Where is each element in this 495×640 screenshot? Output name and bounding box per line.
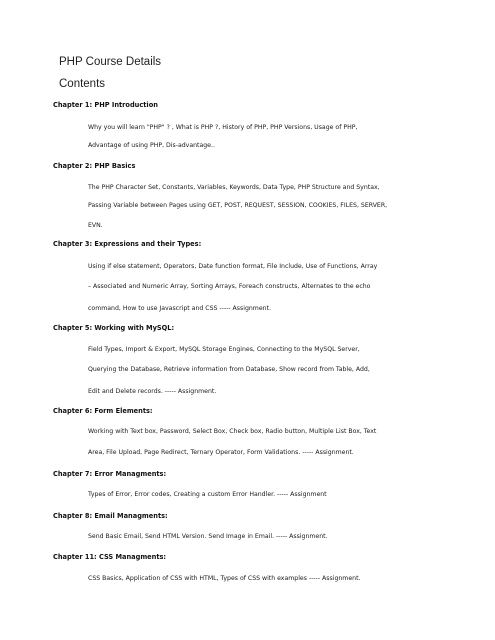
document-title: PHP Course Details xyxy=(59,56,162,68)
chapter-text-line: Using if else statement, Operators, Date function format, File Include, Use of Functions, Array xyxy=(88,263,378,270)
chapter-heading: Chapter 3: Expressions and their Types: xyxy=(53,240,202,248)
chapter-heading: Chapter 5: Working with MySQL: xyxy=(53,324,175,332)
chapter-text-line: Why you will learn "PHP" ? , What is PHP ?, History of PHP, PHP Versions, Usage of PHP, xyxy=(88,124,358,131)
chapter-heading: Chapter 7: Error Managments: xyxy=(53,470,167,478)
chapter-text-line: Field Types, Import & Export, MySQL Storage Engines, Connecting to the MySQL Server, xyxy=(88,346,360,353)
chapter-heading: Chapter 2: PHP Basics xyxy=(53,162,136,170)
chapter-heading: Chapter 11: CSS Managments: xyxy=(53,553,167,561)
chapter-text-line: command, How to use Javascript and CSS ----- Assignment. xyxy=(88,305,271,312)
chapter-text-line: – Associated and Numeric Array, Sorting Arrays, Foreach constructs, Alternates to the echo xyxy=(88,283,371,290)
chapter-text-line: Advantage of using PHP, Dis-advantage.. xyxy=(88,142,215,149)
chapter-heading: Chapter 8: Email Managments: xyxy=(53,512,168,520)
chapter-text-line: Querying the Database, Retrieve information from Database, Show record from Table, Add, xyxy=(88,366,370,373)
chapter-text-line: Working with Text box, Password, Select Box, Check box, Radio button, Multiple List Box, Text xyxy=(88,428,377,435)
chapter-text-line: Types of Error, Error codes, Creating a custom Error Handler. ----- Assignment xyxy=(88,491,327,498)
chapter-text-line: Edit and Delete records. ----- Assignment. xyxy=(88,388,217,395)
chapter-heading: Chapter 1: PHP Introduction xyxy=(53,101,158,109)
chapter-text-line: Passing Variable between Pages using GET, POST, REQUEST, SESSION, COOKIES, FILES, SERVER, xyxy=(88,202,388,209)
contents-heading: Contents xyxy=(59,78,106,90)
chapter-text-line: Area, File Upload, Page Redirect, Ternary Operator, Form Validations. ----- Assignment. xyxy=(88,449,354,456)
chapter-text-line: CSS Basics, Application of CSS with HTML, Types of CSS with examples ----- Assignment. xyxy=(88,575,361,582)
chapter-text-line: Send Basic Email, Send HTML Version. Send Image in Email. ----- Assignment. xyxy=(88,533,328,540)
chapter-text-line: EVN. xyxy=(88,222,103,229)
chapter-text-line: The PHP Character Set, Constants, Variables, Keywords, Data Type, PHP Structure and Syntax, xyxy=(88,184,380,191)
chapter-heading: Chapter 6: Form Elements: xyxy=(53,407,153,415)
